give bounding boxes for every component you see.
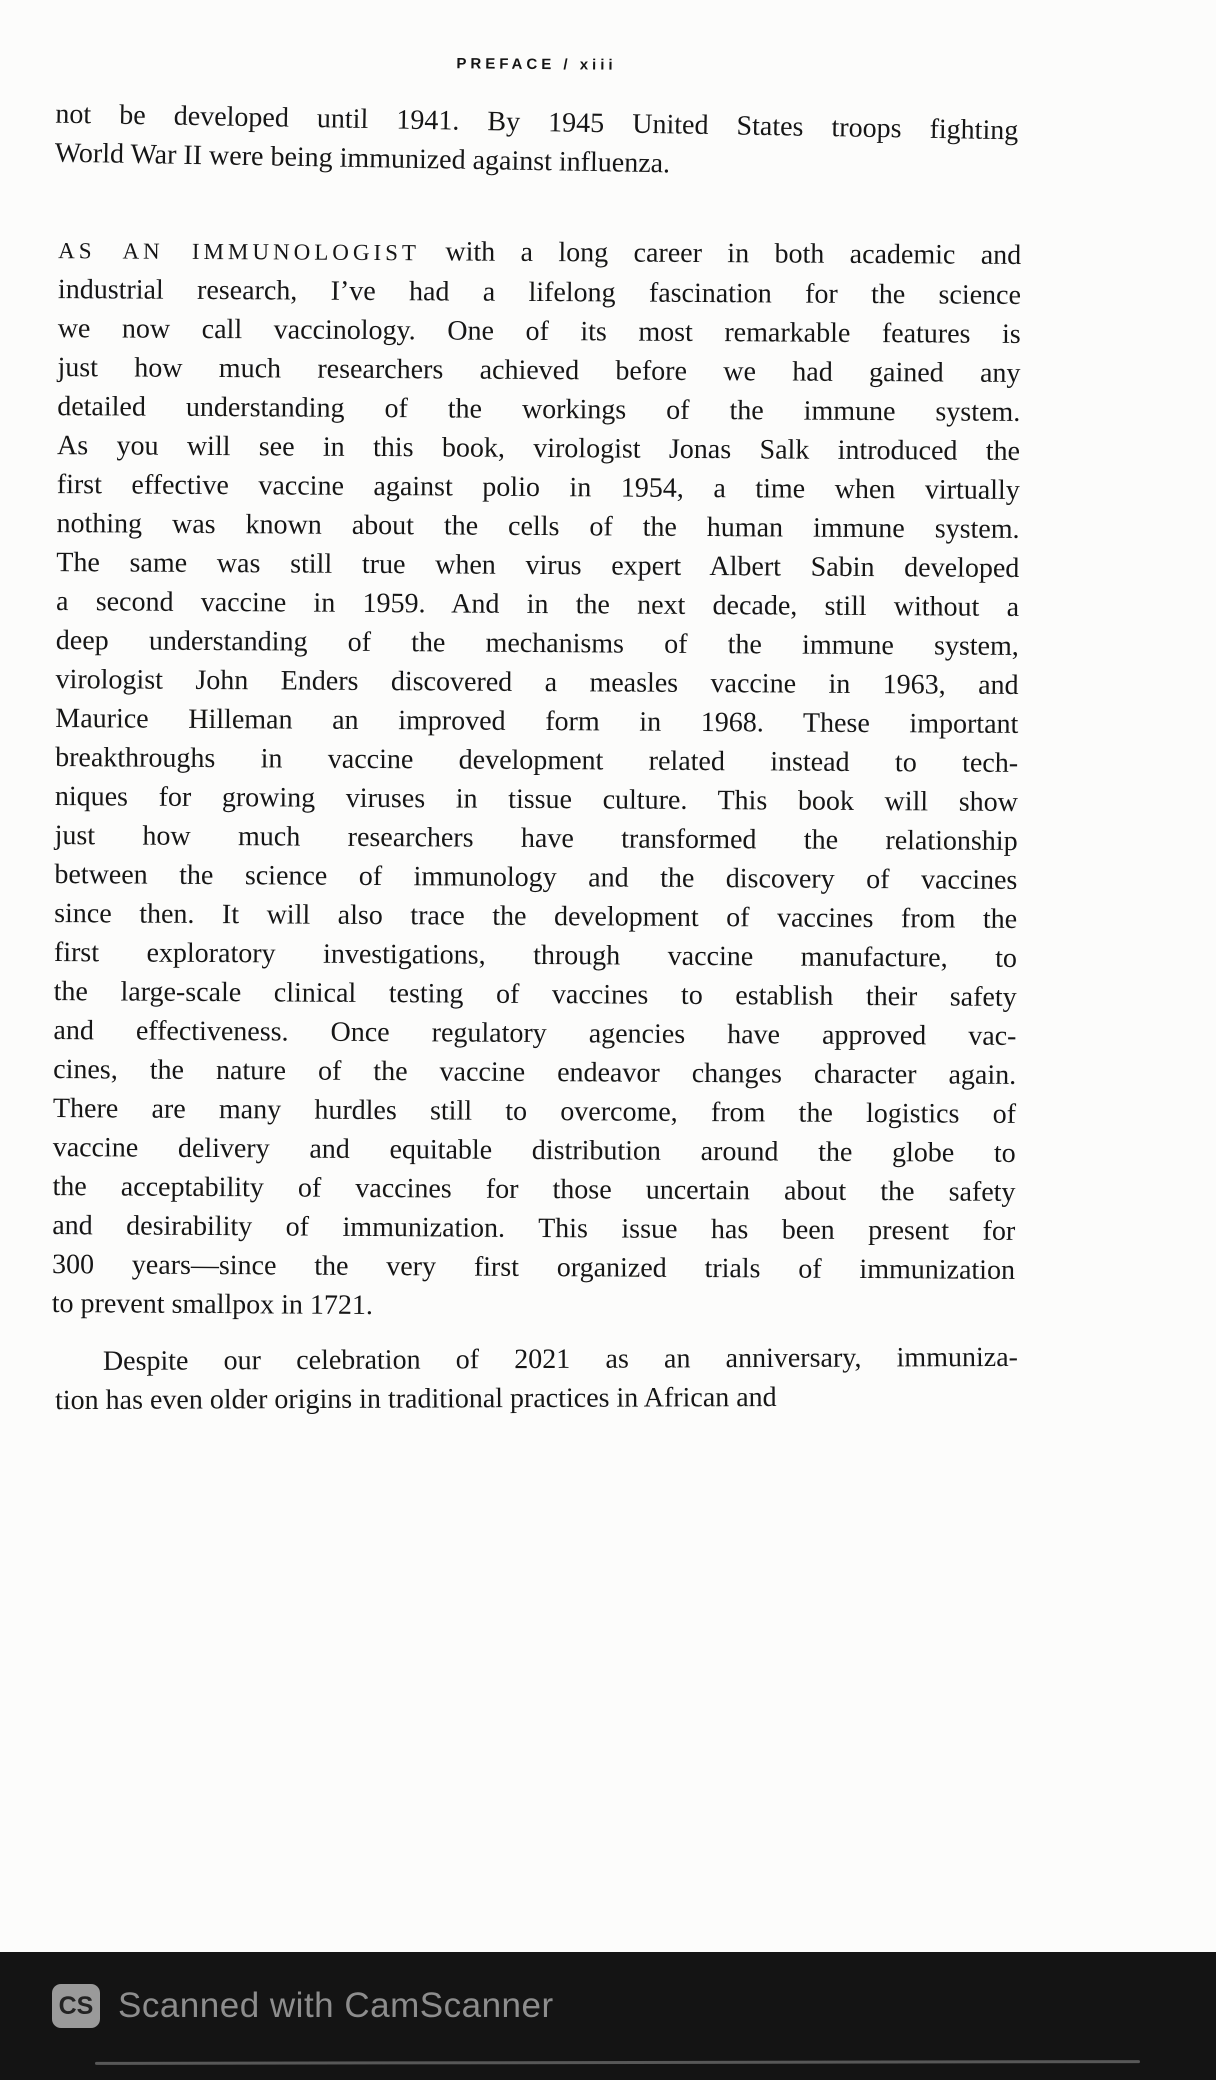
paragraph-main [52,230,1022,1329]
closing-line-1: Despite our celebration of 2021 as an anniversary, immuniza- [102,1341,1018,1377]
text-line: There are many hurdles still to overcome, from the logistics of [52,1093,1017,1130]
text-line: 300 years—since the very first organized trials of immunization [51,1249,1016,1286]
lead-in-rest: with a long career in both academic and [419,236,1022,271]
camscanner-logo-text: CS [58,1991,94,2020]
text-line: virologist John Enders discovered a measles vaccine in 1963, and [55,664,1019,701]
lead-in-smallcaps: AS AN IMMUNOLOGIST [58,238,421,266]
text-line: World War II were being immunized against influenza. [54,137,671,180]
text-line: cines, the nature of the vaccine endeavor changes character again. [53,1054,1017,1091]
camscanner-watermark-bar [0,1952,1216,2080]
running-head-text: PREFACE / xiii [456,55,617,74]
text-line: vaccine delivery and equitable distribution around the globe to [52,1132,1016,1169]
paragraph-main-first-line [58,230,1021,276]
text-line: since then. It will also trace the development of vaccines from the [54,898,1018,935]
running-head [55,52,1018,77]
text-line: and effectiveness. Once regulatory agencies have approved vac- [53,1015,1017,1052]
text-line: and desirability of immunization. This issue has been present for [52,1210,1016,1247]
text-line: first exploratory investigations, through vaccine manufacture, to [53,937,1018,974]
paragraph-closing [55,1338,1018,1420]
paragraph-intro [54,95,1018,190]
camscanner-watermark-text: Scanned with CamScanner [118,1986,554,2025]
text-line: a second vaccine in 1959. And in the next decade, still without a [55,586,1020,623]
text-line: the acceptability of vaccines for those uncertain about the safety [52,1171,1016,1208]
text-line: to prevent smallpox in 1721. [51,1288,374,1322]
text-line: Maurice Hilleman an improved form in 1968. These important [55,703,1019,740]
camscanner-logo [52,1984,100,2028]
text-line: As you will see in this book, virologist Jonas Salk introduced the [56,430,1021,467]
text-line: breakthroughs in vaccine development related instead to tech- [55,742,1019,779]
page-body [51,0,1022,1418]
text-line: the large-scale clinical testing of vaccines to establish their safety [53,976,1017,1013]
text-line: The same was still true when virus expert Albert Sabin developed [56,547,1020,584]
text-line: we now call vaccinology. One of its most remarkable features is [57,313,1021,350]
text-line: not be developed until 1941. By 1945 United States troops fighting [55,98,1019,147]
text-line: detailed understanding of the workings of the immune system. [57,391,1021,428]
text-line: deep understanding of the mechanisms of the immune system, [55,625,1019,662]
page-edge-line [95,2060,1140,2065]
text-line: industrial research, I’ve had a lifelong fascination for the science [57,274,1022,311]
text-line: just how much researchers have transformed the relationship [54,820,1018,857]
paragraph-main-lines [52,270,1021,1329]
text-line: between the science of immunology and the discovery of vaccines [54,859,1018,896]
text-line: nothing was known about the cells of the human immune system. [56,508,1020,545]
text-line: niques for growing viruses in tissue culture. This book will show [54,781,1018,818]
text-line: first effective vaccine against polio in 1954, a time when virtually [56,469,1020,506]
closing-line-2: tion has even older origins in traditional practices in African and [55,1381,777,1417]
text-line: just how much researchers achieved before we had gained any [57,352,1021,389]
